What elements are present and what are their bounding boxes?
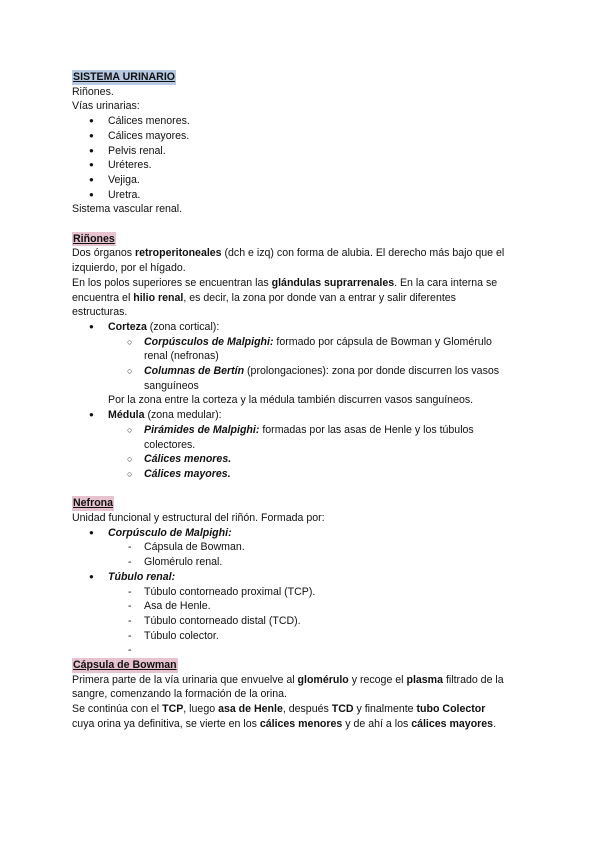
dash-item: - Asa de Henle. bbox=[72, 599, 532, 614]
paragraph-line: estructuras. bbox=[72, 306, 128, 319]
dash-item: - Túbulo colector. bbox=[72, 629, 532, 644]
section-title-nefrona: Nefrona bbox=[73, 497, 114, 510]
list-item-corteza: ● Corteza (zona cortical): bbox=[72, 320, 532, 335]
sublist-item: ○ Cálices menores. bbox=[72, 452, 532, 467]
section-title-capsula: Cápsula de Bowman bbox=[73, 659, 177, 672]
sublist-item: ○ Corpúsculos de Malpighi: formado por cápsula de Bowman y Glomérulo bbox=[72, 335, 532, 350]
list-item-medula: ● Médula (zona medular): bbox=[72, 408, 532, 423]
list-item: ● Pelvis renal. bbox=[72, 144, 532, 159]
paragraph-line: cuya orina ya definitiva, se vierte en los cálices menores y de ahí a los cálices mayores. bbox=[72, 717, 497, 730]
list-item: ● Cálices menores. bbox=[72, 114, 532, 129]
list-item: ● Vejiga. bbox=[72, 173, 532, 188]
document-page bbox=[72, 70, 532, 732]
sublist-continuation: renal (nefronas) bbox=[144, 350, 219, 363]
paragraph-line: Unidad funcional y estructural del riñón. Formada por: bbox=[72, 512, 325, 525]
dash-item: - Cápsula de Bowman. bbox=[72, 540, 532, 555]
vias-list bbox=[72, 114, 532, 202]
sublist-item: ○ Cálices mayores. bbox=[72, 467, 532, 482]
list-item: ● Uréteres. bbox=[72, 158, 532, 173]
paragraph-line: Por la zona entre la corteza y la médula también discurren vasos sanguíneos. bbox=[108, 394, 474, 407]
paragraph-line: encuentra el hilio renal, es decir, la zona por donde van a entrar y salir diferentes bbox=[72, 291, 456, 304]
dash-item: - Túbulo contorneado proximal (TCP). bbox=[72, 585, 532, 600]
paragraph-line: Se continúa con el TCP, luego asa de Henle, después TCD y finalmente tubo Colector bbox=[72, 703, 486, 716]
text-line: Vías urinarias: bbox=[72, 100, 140, 113]
paragraph-line: izquierdo, por el hígado. bbox=[72, 262, 186, 275]
paragraph-line: Primera parte de la vía urinaria que envuelve al glomérulo y recoge el plasma filtrado de la bbox=[72, 673, 504, 686]
list-item: ● Cálices mayores. bbox=[72, 129, 532, 144]
section-title-rinones: Riñones bbox=[73, 232, 115, 245]
paragraph-line: sangre, comenzando la formación de la orina. bbox=[72, 688, 287, 701]
sublist-item: ○ Pirámides de Malpighi: formadas por las asas de Henle y los túbulos bbox=[72, 423, 532, 438]
paragraph-line: En los polos superiores se encuentran las glándulas suprarrenales. En la cara interna se bbox=[72, 276, 498, 289]
dash-item-empty bbox=[72, 643, 532, 658]
dash-item: - Túbulo contorneado distal (TCD). bbox=[72, 614, 532, 629]
list-item-corpusculo: ● Corpúsculo de Malpighi: bbox=[72, 526, 532, 541]
list-item: ● Uretra. bbox=[72, 188, 532, 203]
list-item-tubulo: ● Túbulo renal: bbox=[72, 570, 532, 585]
text-line: Sistema vascular renal. bbox=[72, 203, 183, 216]
section-title-sistema: SISTEMA URINARIO bbox=[73, 71, 176, 83]
sublist-item: ○ Columnas de Bertín (prolongaciones): zona por donde discurren los vasos bbox=[72, 364, 532, 379]
sublist-continuation: sanguíneos bbox=[144, 379, 199, 392]
sublist-continuation: colectores. bbox=[144, 438, 196, 451]
dash-item: - Glomérulo renal. bbox=[72, 555, 532, 570]
paragraph-line: Dos órganos retroperitoneales (dch e izq) con forma de alubia. El derecho más bajo que el bbox=[72, 247, 505, 260]
text-line: Riñones. bbox=[72, 85, 114, 98]
